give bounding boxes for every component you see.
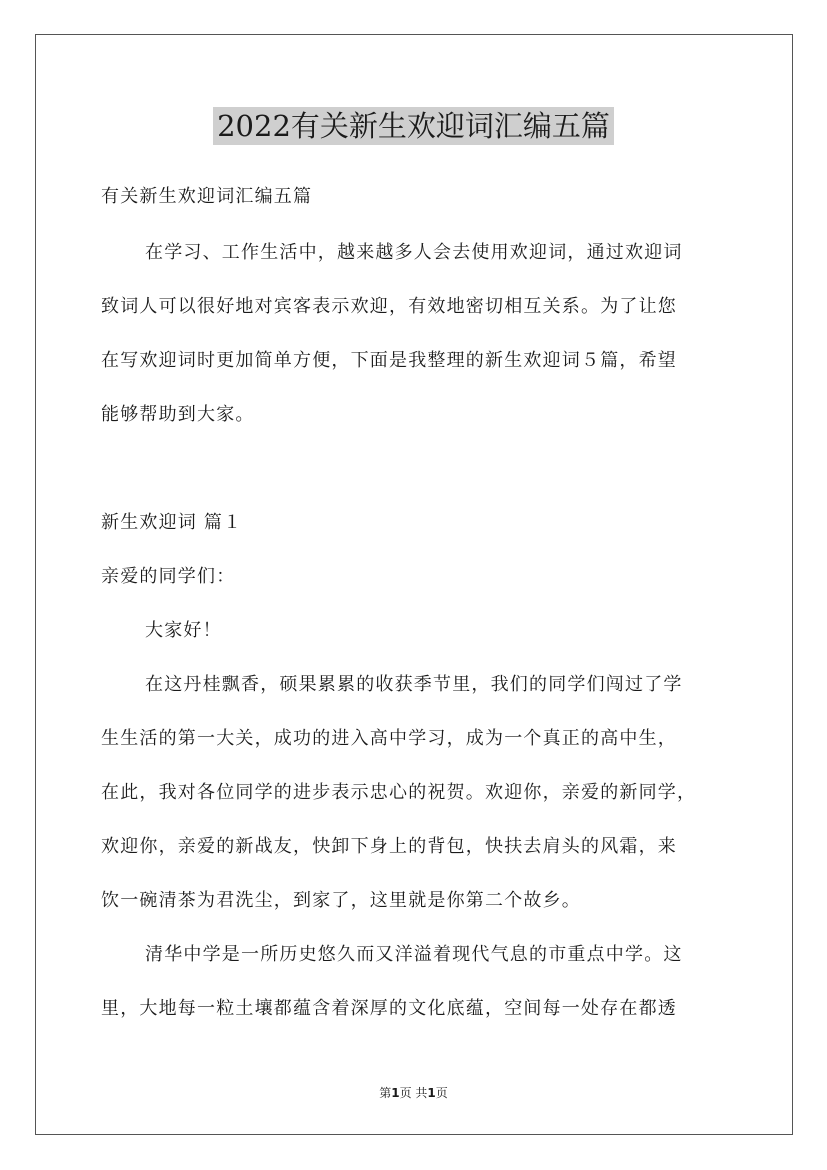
page-footer xyxy=(0,1084,827,1101)
para1-line-5: 饮一碗清茶为君洗尘，到家了，这里就是你第二个故乡。 xyxy=(101,890,581,911)
document-title-text: 2022有关新生欢迎词汇编五篇 xyxy=(213,107,614,145)
greeting: 大家好！ xyxy=(145,620,222,641)
footer-page-number: 1 xyxy=(391,1086,400,1100)
footer-page-mid: 页 共 xyxy=(399,1086,428,1100)
intro-line-4: 能够帮助到大家。 xyxy=(101,404,255,425)
section-heading: 新生欢迎词 篇１ xyxy=(101,512,243,533)
para1-line-2: 生生活的第一大关，成功的进入高中学习，成为一个真正的高中生， xyxy=(101,728,677,749)
para1-line-1: 在这丹桂飘香，硕果累累的收获季节里，我们的同学们闯过了学 xyxy=(145,674,683,695)
para1-line-4: 欢迎你，亲爱的新战友，快卸下身上的背包，快扶去肩头的风霜，来 xyxy=(101,836,677,857)
footer-total-pages: 1 xyxy=(427,1086,436,1100)
intro-line-1: 在学习、工作生活中，越来越多人会去使用欢迎词，通过欢迎词 xyxy=(145,242,683,263)
footer-page-suffix: 页 xyxy=(435,1086,448,1100)
document-title xyxy=(0,104,827,145)
salutation: 亲爱的同学们： xyxy=(101,566,236,587)
footer-page-prefix: 第 xyxy=(379,1086,392,1100)
intro-line-2: 致词人可以很好地对宾客表示欢迎，有效地密切相互关系。为了让您 xyxy=(101,296,677,317)
document-subtitle: 有关新生欢迎词汇编五篇 xyxy=(101,186,313,207)
para2-line-2: 里，大地每一粒土壤都蕴含着深厚的文化底蕴，空间每一处存在都透 xyxy=(101,998,677,1019)
para1-line-3: 在此，我对各位同学的进步表示忠心的祝贺。欢迎你，亲爱的新同学， xyxy=(101,782,697,803)
intro-line-3: 在写欢迎词时更加简单方便，下面是我整理的新生欢迎词５篇，希望 xyxy=(101,350,677,371)
para2-line-1: 清华中学是一所历史悠久而又洋溢着现代气息的市重点中学。这 xyxy=(145,944,683,965)
